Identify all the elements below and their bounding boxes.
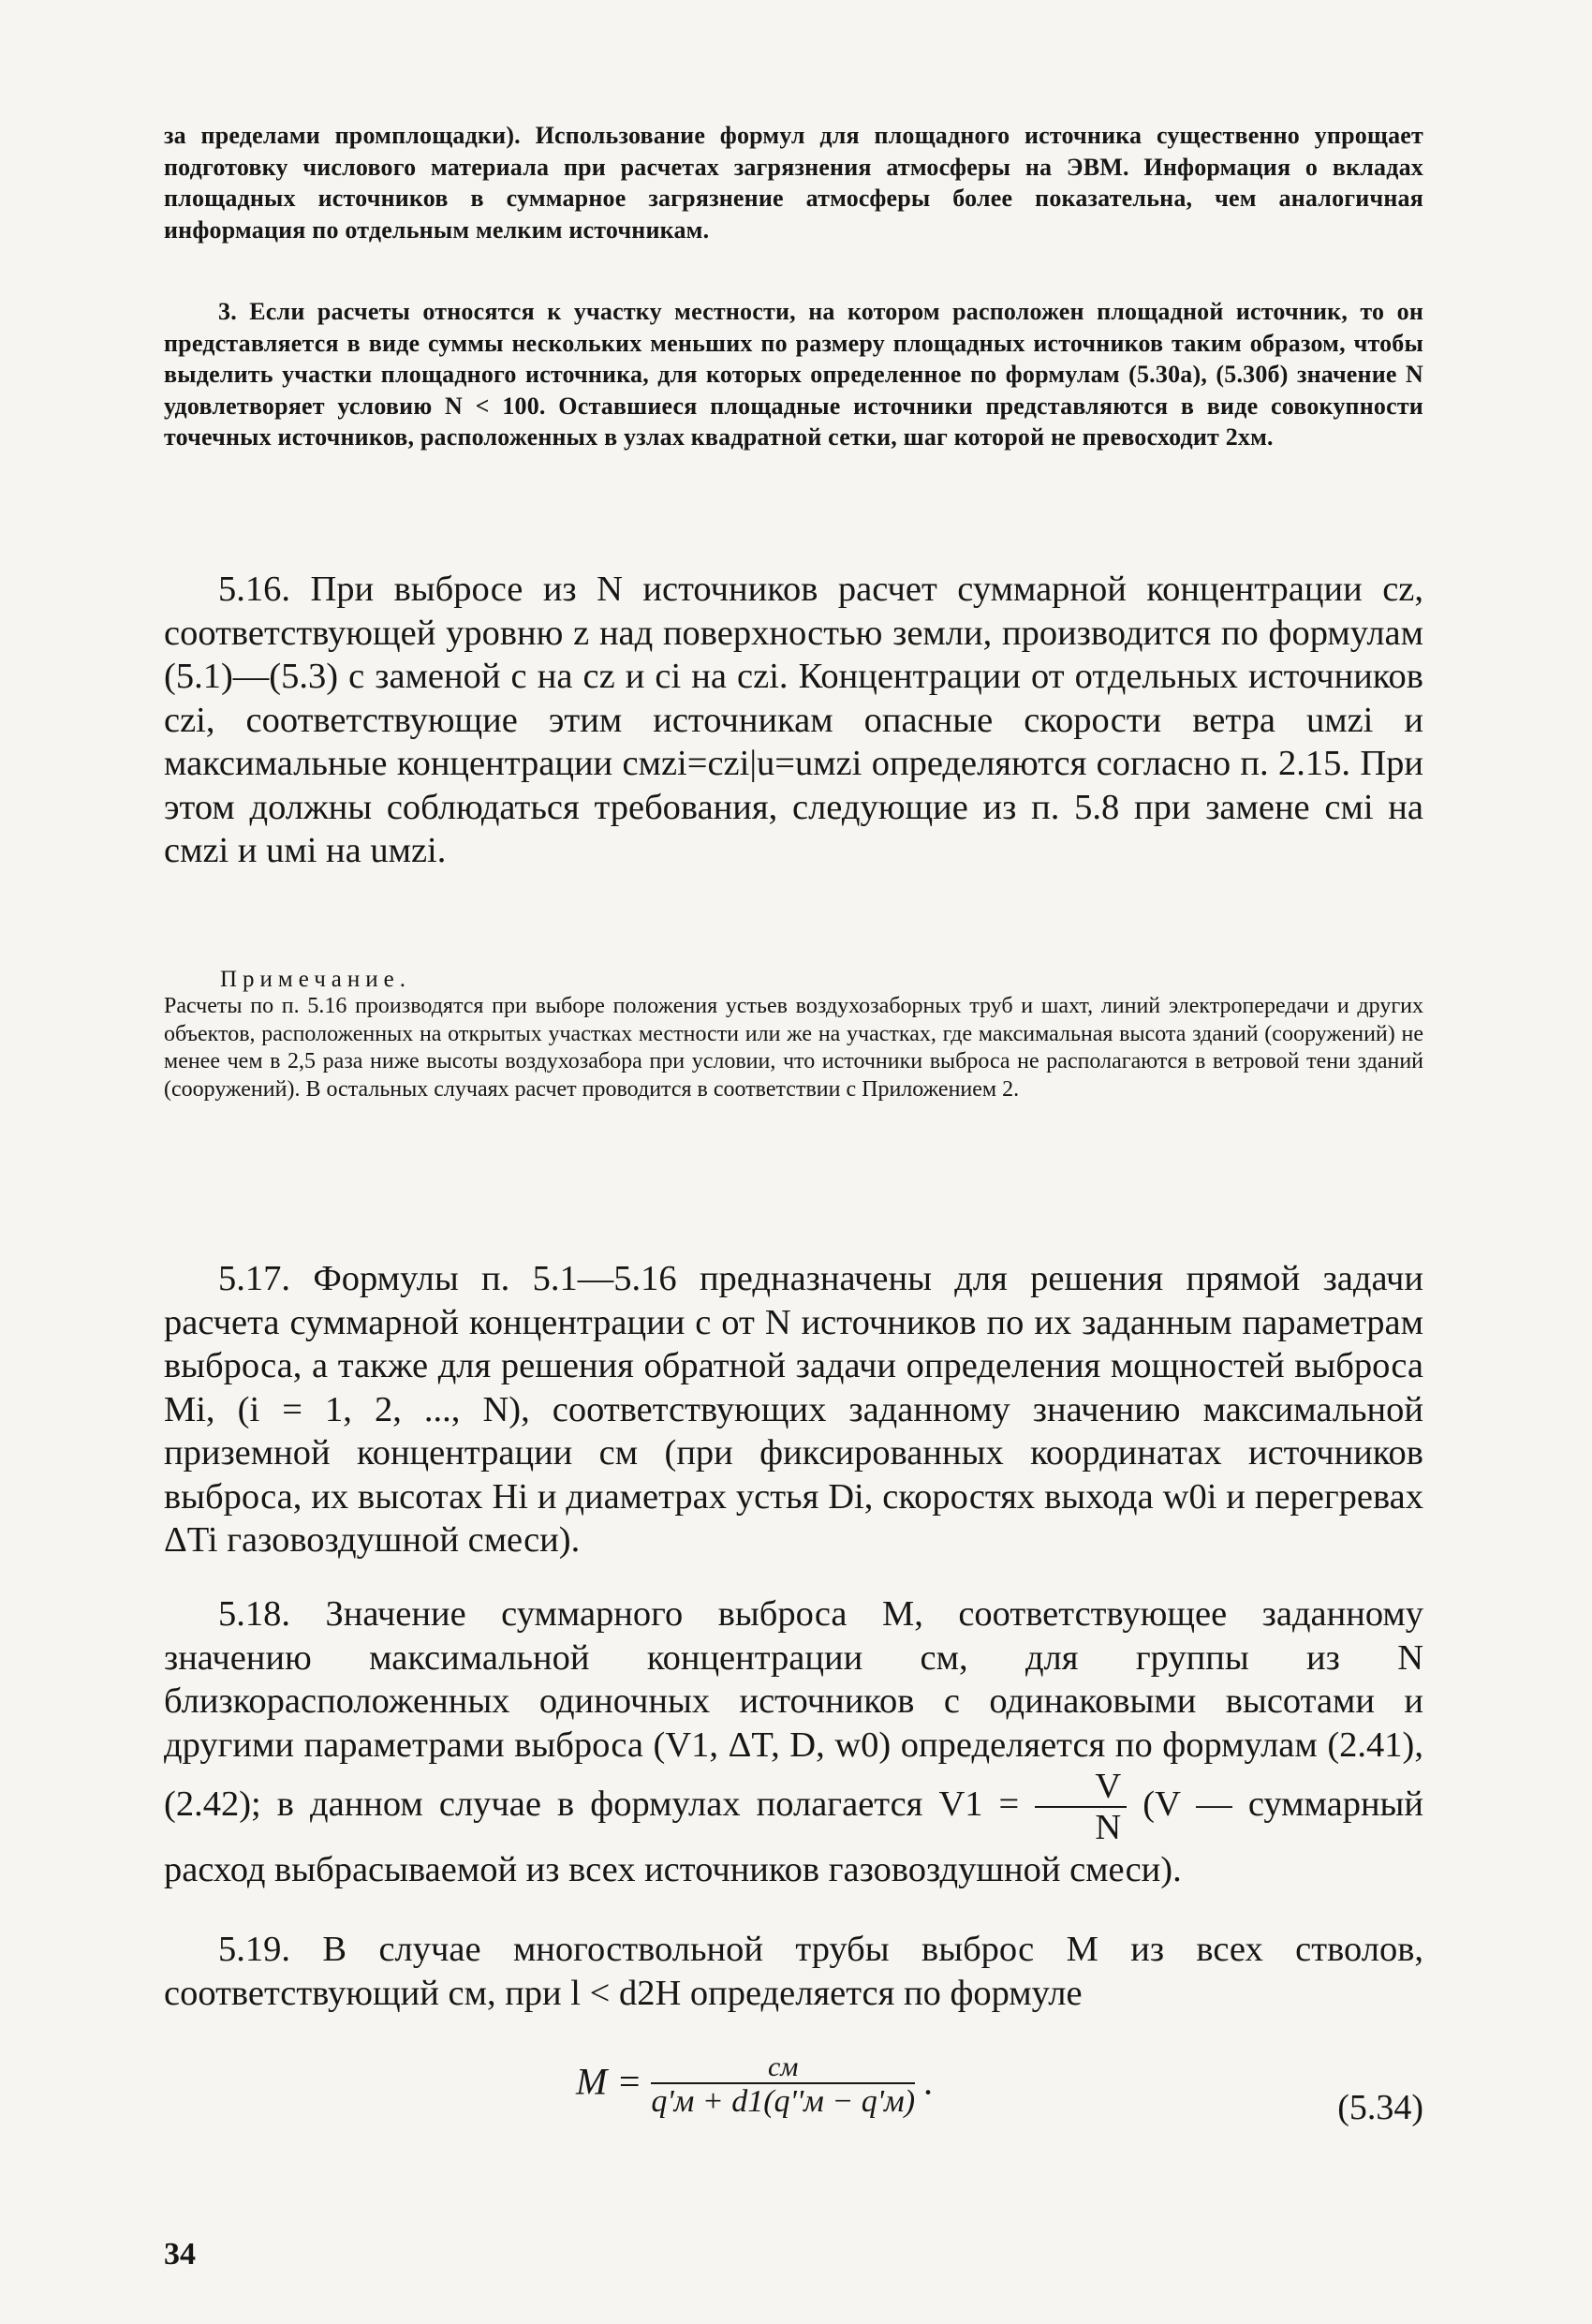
formula-5-34	[164, 2051, 1423, 2173]
fraction-denominator: N	[1095, 1808, 1122, 1848]
page-number: 34	[164, 2237, 196, 2272]
section-5-19-text: 5.19. В случае многоствольной трубы выброс M из всех стволов, соответствующий cм, при l < d2H определяется по формуле	[164, 1930, 1423, 2013]
formula-lhs: M =	[576, 2060, 642, 2103]
paragraph-continuation: за пределами промплощадки). Использование формул для площадного источника существенно упрощает подготовку числового материала при расчетах загрязнения атмосферы на ЭВМ. Информация о вкладах площадных источников в суммарное загрязнение атмосферы более показательна, чем аналогичная информация по отдельным мелким источникам.	[164, 122, 1423, 244]
equation-number: (5.34)	[1337, 2088, 1423, 2127]
formula-denominator: q'м + d1(q''м − q'м)	[651, 2084, 916, 2119]
fraction-v-over-n	[1035, 1767, 1127, 1848]
top-paragraph	[164, 120, 1423, 245]
item-3-text: 3. Если расчеты относятся к участку местности, на котором расположен площадной источник, то он представляется в виде суммы нескольких меньших по размеру площадных источников таким образом, чтобы выделить участки площадного источника, для которых определенное по формулам (5.30а), (5.30б) значение N удовлетворяет условию N < 100. Оставшиеся площадные источники представляются в виде совокупности точечных источников, расположенных в узлах квадратной сетки, шаг которой не превосходит 2xм.	[164, 298, 1423, 451]
formula-expression	[576, 2051, 934, 2119]
formula-tail: .	[924, 2060, 935, 2103]
section-5-18-text-b: (V — суммарный расход выбрасываемой из всех источников газовоздушной смеси).	[164, 1784, 1424, 1889]
formula-fraction	[651, 2051, 915, 2119]
formula-numerator: cм	[651, 2051, 915, 2084]
note-text: Расчеты по п. 5.16 производятся при выборе положения устьев воздухозаборных труб и шахт, линий электропередачи и других объектов, расположенных на открытых участках местности или же на участках, где максимальная высота зданий (сооружений) не менее чем в 2,5 раза ниже высоты воздухозабора при условии, что источники выброса не располагаются в ветровой тени зданий (сооружений). В остальных случаях расчет проводится в соответствии с Приложением 2.	[164, 994, 1423, 1102]
section-5-18-text-a: 5.18. Значение суммарного выброса M, соответствующее заданному значению максимальной концентрации cм, для группы из N близкорасположенных одиночных источников с одинаковыми высотами и другими параметрами выброса (V1, ΔT, D, w0) определяется по формулам (2.41), (2.42); в данном случае в формулах полагается V1 =	[164, 1594, 1423, 1825]
section-5-17-text: 5.17. Формулы п. 5.1—5.16 предназначены для решения прямой задачи расчета суммарной концентрации c от N источников по их заданным параметрам выброса, а также для решения обратной задачи определения мощностей выброса Mi, (i = 1, 2, ..., N), соответствующих заданному значению максимальной приземной концентрации cм (при фиксированных координатах источников выброса, их высотах Hi и диаметрах устья Di, скоростях выхода w0i и перегревах ΔTi газовоздушной смеси).	[164, 1259, 1423, 1560]
section-5-17	[164, 1257, 1423, 1562]
note	[164, 967, 1423, 1103]
section-5-16-text: 5.16. При выбросе из N источников расчет суммарной концентрации cz, соответствующей уровню z над поверхностью земли, производится по формулам (5.1)—(5.3) с заменой c на cz и ci на czi. Концентрации от отдельных источников czi, соответствующие этим источникам опасные скорости ветра uмzi и максимальные концентрации cмzi=czi|u=uмzi определяются согласно п. 2.15. При этом должны соблюдаться требования, следующие из п. 5.8 при замене cмi на cмzi и uмi на uмzi.	[164, 570, 1423, 870]
section-5-19	[164, 1928, 1423, 2015]
note-title: Примечание.	[220, 967, 412, 992]
item-3	[164, 296, 1423, 453]
section-5-18-text	[164, 1592, 1423, 1891]
section-5-16	[164, 568, 1423, 873]
section-5-18	[164, 1592, 1423, 1891]
fraction-numerator: V	[1035, 1767, 1127, 1808]
